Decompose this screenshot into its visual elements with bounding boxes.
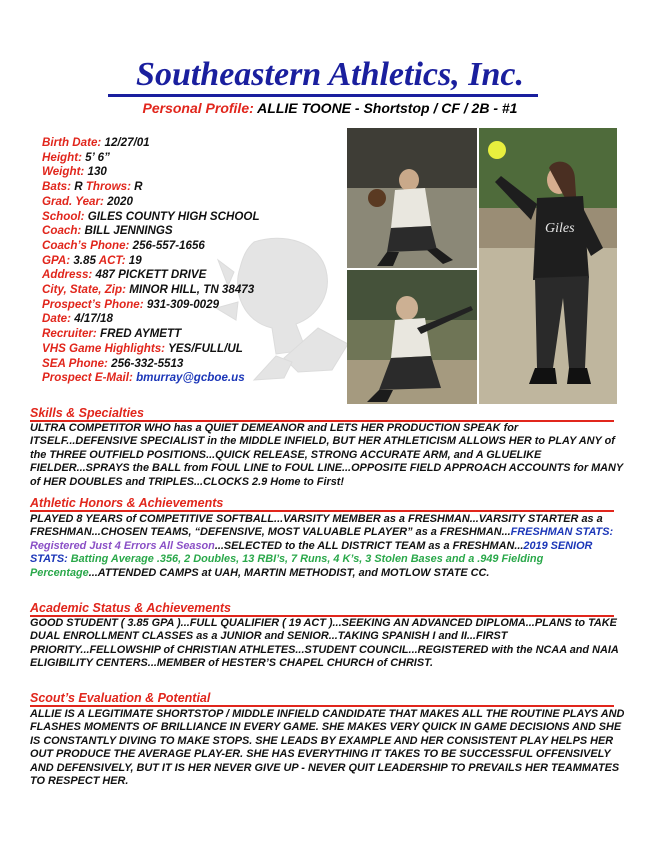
info-row bbox=[42, 298, 342, 313]
info-label: VHS Game Highlights: bbox=[42, 341, 166, 355]
honors-text-3: ...ATTENDED CAMPS at UAH, MARTIN METHODIST, and MOTLOW STATE CC. bbox=[88, 566, 490, 579]
academic-heading: Academic Status & Achievements bbox=[30, 601, 232, 615]
info-label: ACT: bbox=[98, 253, 126, 267]
info-row bbox=[42, 224, 342, 239]
freshman-stats-label: FRESHMAN STATS: bbox=[510, 526, 614, 539]
info-label: City, State, Zip: bbox=[42, 283, 126, 297]
info-value: 5’ 6” bbox=[85, 150, 110, 164]
info-row bbox=[42, 151, 342, 166]
info-label: Recruiter: bbox=[42, 327, 97, 341]
info-row bbox=[42, 327, 342, 342]
skills-heading: Skills & Specialties bbox=[30, 406, 144, 420]
senior-stats-value: Batting Average .356, 2 Doubles, 13 RBI’s, 7 Runs, 4 K’s, 3 Stolen Bases and a .949 Fielding Percentage bbox=[30, 553, 544, 579]
title-underline bbox=[108, 94, 538, 97]
freshman-stats-value: Registered Just 4 Errors All Season bbox=[30, 539, 215, 552]
info-value: GILES COUNTY HIGH SCHOOL bbox=[87, 209, 260, 223]
info-label: Date: bbox=[42, 312, 71, 326]
info-label: SEA Phone: bbox=[42, 356, 108, 370]
company-title: Southeastern Athletics, Inc. bbox=[136, 56, 524, 93]
honors-text-2: ...SELECTED to the ALL DISTRICT TEAM as a FRESHMAN... bbox=[214, 539, 524, 552]
skills-body: ULTRA COMPETITOR WHO has a QUIET DEMEANOR and LETS HER PRODUCTION SPEAK for ITSELF...DEFENSIVE SPECIALIST in the MIDDLE INFIELD, BUT HER ATHLETICISM ALLOWS HER to PLAY ANY of the THREE OUTFIELD POSITIONS...QUICK RELEASE, STRONG ACCURATE ARM, and A GLUELIKE FIELDER...SPRAYS the BALL from FOUL LINE to FOUL LINE...OPPOSITE FIELD APPROACH ACCOUNTS for MANY of HER DOUBLES and TRIPLES...CLOCKS 2.9 Home to First! bbox=[30, 422, 623, 488]
photo-pitching bbox=[479, 128, 617, 404]
info-value: BILL JENNINGS bbox=[84, 224, 173, 238]
info-label: Prospect’s Phone: bbox=[42, 297, 144, 311]
scout-rule bbox=[30, 705, 614, 707]
info-row bbox=[42, 195, 342, 210]
info-label: Height: bbox=[42, 150, 82, 164]
info-value: 3.85 bbox=[73, 253, 96, 267]
info-value: FRED AYMETT bbox=[100, 327, 182, 341]
email-link[interactable]: bmurray@gcboe.us bbox=[136, 371, 245, 385]
senior-stats-label: 2019 SENIOR STATS: bbox=[30, 539, 593, 566]
info-row bbox=[42, 239, 342, 254]
info-value: R bbox=[134, 180, 143, 194]
info-value: 12/27/01 bbox=[104, 136, 150, 149]
info-row bbox=[42, 268, 342, 283]
info-label: GPA: bbox=[42, 253, 71, 267]
info-label: Coach’s Phone: bbox=[42, 238, 130, 252]
info-label: Address: bbox=[42, 268, 93, 282]
svg-text:Giles: Giles bbox=[545, 221, 575, 236]
info-label: Grad. Year: bbox=[42, 194, 104, 208]
info-label: Birth Date: bbox=[42, 136, 102, 149]
scout-heading: Scout’s Evaluation & Potential bbox=[30, 691, 211, 705]
info-row bbox=[42, 254, 342, 269]
profile-label: Personal Profile: bbox=[142, 100, 254, 116]
info-value: 2020 bbox=[107, 194, 133, 208]
info-value: 931-309-0029 bbox=[146, 297, 220, 311]
info-label: School: bbox=[42, 209, 85, 223]
honors-text-1: PLAYED 8 YEARS of COMPETITIVE SOFTBALL...VARSITY MEMBER as a FRESHMAN...VARSITY STARTER as a FRESHMAN...CHOSEN TEAMS, “DEFENSIVE, MOST VALUABLE PLAYER” as a FRESHMAN... bbox=[30, 513, 603, 539]
info-row bbox=[42, 357, 342, 372]
info-row bbox=[42, 342, 342, 357]
info-value: MINOR HILL, TN 38473 bbox=[129, 283, 255, 297]
honors-rule bbox=[30, 510, 614, 512]
info-value: 130 bbox=[87, 165, 107, 179]
info-row bbox=[42, 312, 342, 327]
info-row bbox=[42, 371, 342, 386]
honors-heading: Athletic Honors & Achievements bbox=[30, 496, 224, 510]
personal-profile-line bbox=[0, 99, 660, 117]
info-row bbox=[42, 165, 342, 180]
info-value: 4/17/18 bbox=[74, 312, 113, 326]
info-value: 19 bbox=[128, 253, 142, 267]
info-label: Coach: bbox=[42, 224, 82, 238]
info-value: R bbox=[74, 180, 83, 194]
honors-body bbox=[30, 513, 626, 580]
info-label: Prospect E-Mail: bbox=[42, 371, 133, 385]
academic-body: GOOD STUDENT ( 3.85 GPA )...FULL QUALIFIER ( 19 ACT )...SEEKING AN ADVANCED DIPLOMA...PLANS to TAKE DUAL ENROLLMENT CLASSES as a JUNIOR and SENIOR...TAKING SPANISH I and II...FIRST PRIORITY...FELLOWSHIP of CHRISTIAN ATHLETES...STUDENT COUNCIL...REGISTERED with the NCAA and NAIA ELIGIBILITY CENTERS...MEMBER of HESTER’S CHAPEL CHURCH of CHRIST. bbox=[30, 617, 619, 670]
photo-fielding bbox=[347, 128, 477, 268]
info-value: 256-557-1656 bbox=[132, 238, 205, 252]
info-label: Throws: bbox=[85, 180, 131, 194]
info-row bbox=[42, 136, 342, 151]
info-value: 256-332-5513 bbox=[111, 356, 184, 370]
info-value: YES/FULL/UL bbox=[168, 341, 243, 355]
info-label: Weight: bbox=[42, 165, 85, 179]
info-value: 487 PICKETT DRIVE bbox=[95, 268, 207, 282]
info-row bbox=[42, 283, 342, 298]
personal-info-list bbox=[42, 136, 342, 386]
photo-batting bbox=[347, 270, 477, 404]
profile-value: ALLIE TOONE - Shortstop / CF / 2B - #1 bbox=[257, 100, 518, 116]
info-row bbox=[42, 210, 342, 225]
info-label: Bats: bbox=[42, 180, 71, 194]
info-row bbox=[42, 180, 342, 195]
scout-body: ALLIE IS A LEGITIMATE SHORTSTOP / MIDDLE INFIELD CANDIDATE THAT MAKES ALL THE ROUTINE PLAYS AND FLASHES MOMENTS OF BRILLIANCE IN EVERY GAME. SHE MAKES VERY QUICK IN GAME DECISIONS AND SHE IS CONSTANTLY DIVING TO MAKE STOPS. SHE LEADS BY EXAMPLE AND HER CONSISTENT PLAY HELPS HER OUT PRODUCE THE AVERAGE PLAY-ER. SHE HAS EVERYTHING IT TAKES TO BE SUCCESSFUL OFFENSIVELY AND DEFENSIVELY, BUT IT IS HER NEVER GIVE UP - NEVER QUIT LEADERSHIP TO PREVAILS HER TEAMMATES TO RESPECT HER. bbox=[30, 708, 625, 788]
